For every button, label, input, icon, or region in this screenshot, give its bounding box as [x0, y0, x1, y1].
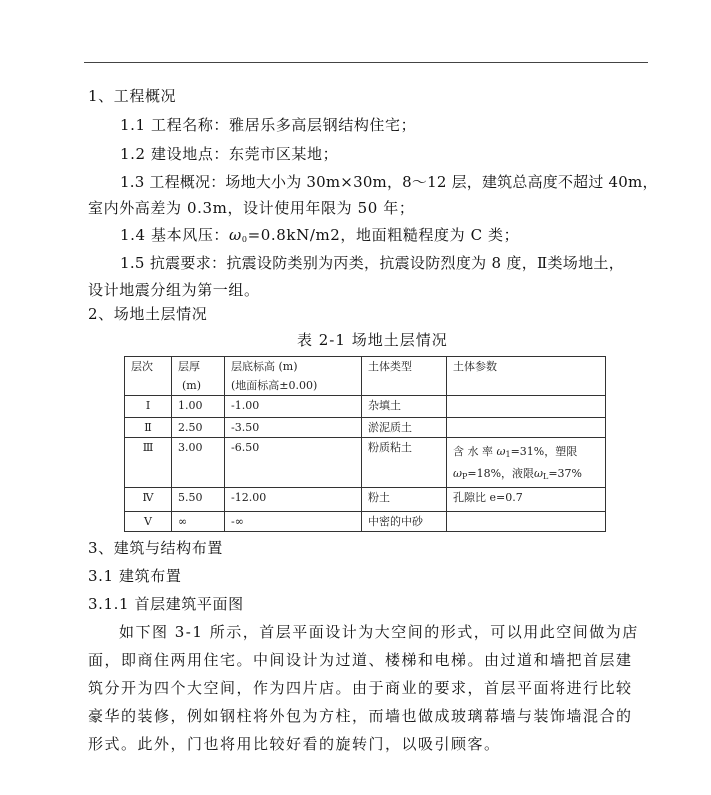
row-thickness: 2.50 — [172, 418, 225, 438]
item-1-5-line2: 设计地震分组为第一组。 — [88, 281, 260, 299]
omega-symbol: ω — [229, 226, 242, 244]
row-soil-type: 粉质粘土 — [362, 438, 447, 488]
row-soil-type: 中密的中砂 — [362, 512, 447, 532]
item-1-2: 1.2 建设地点：东莞市区某地； — [120, 145, 339, 163]
item-1-3-line2: 室内外高差为 0.3m，设计使用年限为 50 年； — [88, 199, 415, 217]
row-layer: Ⅲ — [125, 438, 172, 488]
header-elevation — [225, 357, 362, 396]
heading-3-1: 3.1 建筑布置 — [88, 567, 182, 585]
table-row — [125, 396, 606, 418]
table-row — [125, 512, 606, 532]
row-thickness: 3.00 — [172, 438, 225, 488]
header-thickness-unit: (m) — [182, 379, 202, 392]
row-soil-params — [447, 438, 606, 488]
section-2-title: 2、场地土层情况 — [88, 305, 208, 323]
row-thickness: 5.50 — [172, 488, 225, 512]
header-elevation-note: (地面标高±0.00) — [231, 379, 318, 392]
row-elevation: -∞ — [225, 512, 362, 532]
row-elevation: -6.50 — [225, 438, 362, 488]
plastic-liquid-line — [453, 464, 599, 486]
moisture-value: =31% — [510, 445, 545, 458]
body-paragraph: 如下图 3-1 所示，首层平面设计为大空间的形式，可以用此空间做为店面，即商住两用住宅。中间设计为过道、楼梯和电梯。由过道和墙把首层建筑分开为四个大空间，作为四片店。由于商业的要求，首层平面将进行比较豪华的装修，例如钢柱将外包为方柱，而墙也做成玻璃幕墙与装饰墙混合的形式。此外，门也将用比较好看的旋转门，以吸引顾客。 — [88, 623, 639, 753]
wind-pressure-value: =0.8kN/m2，地面粗糙程度为 C 类； — [247, 226, 520, 244]
omega-symbol: ω — [496, 445, 506, 458]
omega-subscript: 0 — [241, 235, 248, 244]
row-thickness: 1.00 — [172, 396, 225, 418]
plastic-limit-value: =18% — [467, 467, 502, 480]
omega-symbol: ω — [453, 467, 462, 480]
header-thickness — [172, 357, 225, 396]
section-3-title: 3、建筑与结构布置 — [88, 539, 223, 557]
soil-layer-table — [124, 356, 606, 532]
row-soil-type: 杂填土 — [362, 396, 447, 418]
header-elevation-label: 层底标高 (m) — [231, 360, 298, 373]
row-layer: Ⅴ — [125, 512, 172, 532]
row-thickness: ∞ — [172, 512, 225, 532]
item-1-1: 1.1 工程名称：雅居乐多高层钢结构住宅； — [120, 116, 417, 134]
header-thickness-label: 层厚 — [178, 360, 200, 373]
omega-subscript: L — [543, 472, 549, 481]
row-soil-type: 粉土 — [362, 488, 447, 512]
header-rule — [84, 62, 648, 63]
row-soil-params — [447, 396, 606, 418]
table-caption: 表 2-1 场地土层情况 — [297, 331, 448, 349]
item-1-4 — [120, 225, 519, 250]
row-layer: Ⅰ — [125, 396, 172, 418]
header-layer: 层次 — [125, 357, 172, 396]
omega-subscript: P — [461, 472, 468, 481]
row-soil-params — [447, 512, 606, 532]
row-elevation: -3.50 — [225, 418, 362, 438]
liquid-limit-value: =37% — [548, 467, 583, 480]
row-layer: Ⅳ — [125, 488, 172, 512]
heading-3-1-1: 3.1.1 首层建筑平面图 — [88, 595, 244, 613]
row-soil-params: 孔隙比 e=0.7 — [447, 488, 606, 512]
item-1-3-line1: 1.3 工程概况：场地大小为 30m×30m，8～12 层，建筑总高度不超过 40m， — [120, 173, 658, 191]
section-1-title: 1、工程概况 — [88, 87, 177, 105]
table-row — [125, 488, 606, 512]
wind-pressure-label: 1.4 基本风压： — [120, 226, 230, 244]
row-soil-params — [447, 418, 606, 438]
row-elevation: -12.00 — [225, 488, 362, 512]
table-header-row — [125, 357, 606, 396]
plastic-limit-label: ，塑限 — [544, 445, 578, 458]
row-layer: Ⅱ — [125, 418, 172, 438]
omega-subscript: 1 — [505, 450, 511, 459]
item-1-5-line1: 1.5 抗震要求：抗震设防类别为丙类，抗震设防烈度为 8 度，Ⅱ类场地土， — [120, 254, 625, 272]
row-soil-type: 淤泥质土 — [362, 418, 447, 438]
row-elevation: -1.00 — [225, 396, 362, 418]
header-soil-params: 土体参数 — [447, 357, 606, 396]
omega-symbol: ω — [534, 467, 544, 480]
table-row — [125, 438, 606, 488]
header-soil-type: 土体类型 — [362, 357, 447, 396]
moisture-plastic-line — [453, 442, 599, 464]
table-row — [125, 418, 606, 438]
moisture-label: 含 水 率 — [453, 445, 497, 458]
liquid-limit-label: ，液限 — [501, 467, 535, 480]
